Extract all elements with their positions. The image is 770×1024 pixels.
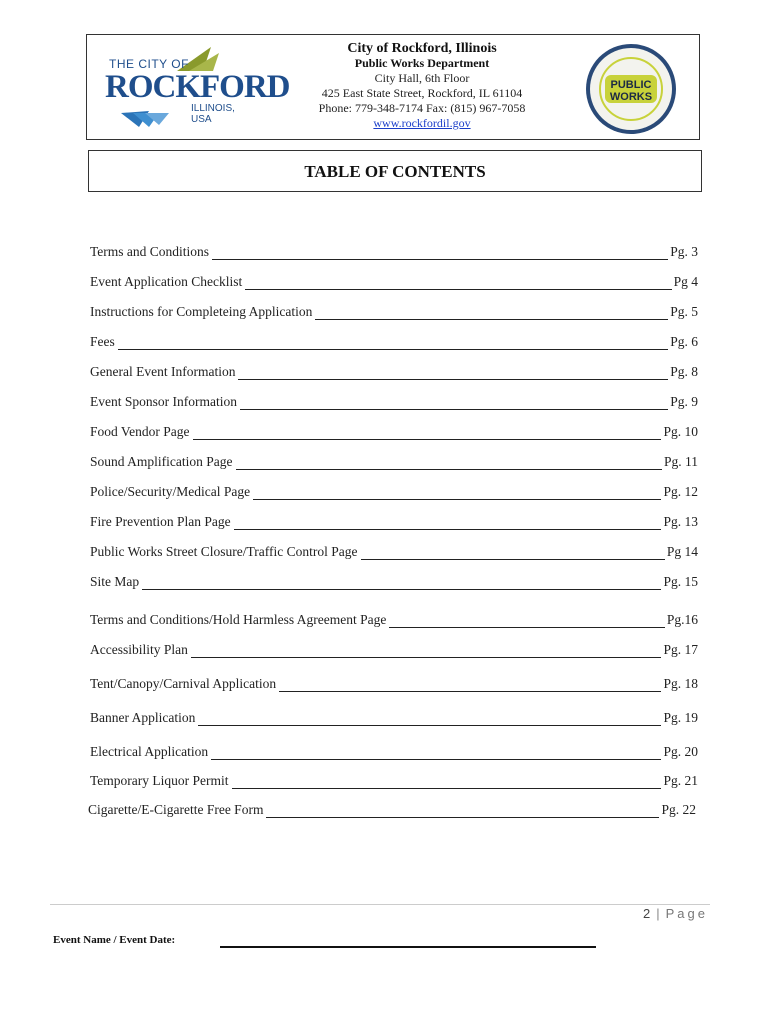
toc-item-label: General Event Information (90, 364, 236, 379)
toc-row[interactable] (88, 802, 696, 820)
toc-item-label: Fire Prevention Plan Page (90, 514, 231, 529)
toc-row[interactable] (90, 773, 698, 791)
toc-item-label: Public Works Street Closure/Traffic Control Page (90, 544, 358, 559)
toc-title-box (88, 150, 702, 192)
city-title: City of Rockford, Illinois (347, 41, 497, 56)
toc-item-label: Tent/Canopy/Carnival Application (90, 676, 277, 691)
toc-row[interactable] (90, 574, 698, 592)
toc-row[interactable] (90, 334, 698, 352)
toc-item-page: Pg. 13 (663, 514, 698, 529)
toc-row[interactable] (90, 544, 698, 562)
logo-rockford-text: ROCKFORD (105, 69, 290, 105)
toc-leader-line (240, 408, 668, 410)
letterhead-contact (272, 41, 572, 131)
toc-item-label: Instructions for Completeing Application (90, 304, 313, 319)
toc-item-page: Pg. 5 (670, 304, 698, 319)
toc-item-page: Pg. 6 (670, 334, 698, 349)
toc-item-label: Sound Amplification Page (90, 454, 233, 469)
phone-fax: Phone: 779-348-7174 Fax: (815) 967-7058 (318, 101, 526, 115)
toc-item-page: Pg. 8 (670, 364, 698, 379)
toc-row[interactable] (90, 424, 698, 442)
department-name: Public Works Department (354, 56, 490, 70)
toc-row[interactable] (90, 642, 698, 660)
address-line-1: City Hall, 6th Floor (374, 71, 470, 85)
footer-divider (50, 904, 710, 905)
rockford-logo (99, 43, 290, 129)
toc-item-page: Pg. 9 (670, 394, 698, 409)
toc-item-page: Pg. 20 (663, 744, 698, 759)
toc-leader-line (389, 626, 664, 628)
letterhead (86, 34, 700, 140)
toc-row[interactable] (90, 744, 698, 762)
toc-row[interactable] (90, 364, 698, 382)
toc-row[interactable] (90, 612, 698, 630)
toc-item-label: Police/Security/Medical Page (90, 484, 251, 499)
toc-leader-line (245, 288, 671, 290)
toc-item-label: Terms and Conditions/Hold Harmless Agreement Page (90, 612, 387, 627)
toc-item-label: Event Application Checklist (90, 274, 243, 289)
toc-item-page: Pg 4 (673, 274, 698, 289)
toc-title: TABLE OF CONTENTS (304, 162, 486, 181)
toc-leader-line (279, 690, 661, 692)
event-name-date-line[interactable] (220, 946, 596, 948)
toc-item-label: Electrical Application (90, 744, 209, 759)
toc-item-page: Pg. 18 (663, 676, 698, 691)
toc-item-label: Banner Application (90, 710, 196, 725)
toc-leader-line (234, 528, 662, 530)
toc-row[interactable] (90, 274, 698, 292)
page-word: Page (665, 906, 708, 921)
toc-item-label: Accessibility Plan (90, 642, 188, 657)
toc-item-label: Fees (90, 334, 115, 349)
toc-item-page: Pg. 21 (663, 773, 698, 788)
toc-leader-line (236, 468, 662, 470)
toc-row[interactable] (90, 304, 698, 322)
toc-leader-line (212, 258, 668, 260)
toc-row[interactable] (90, 394, 698, 412)
toc-leader-line (118, 348, 668, 350)
toc-item-page: Pg. 22 (661, 802, 696, 817)
toc-item-page: Pg 14 (666, 544, 698, 559)
toc-row[interactable] (90, 710, 698, 728)
toc-row[interactable] (90, 484, 698, 502)
website-link[interactable]: www.rockfordil.gov (373, 116, 471, 130)
toc-item-page: Pg. 3 (670, 244, 698, 259)
toc-item-page: Pg. 15 (663, 574, 698, 589)
toc-leader-line (198, 724, 661, 726)
toc-item-label: Site Map (90, 574, 140, 589)
toc-item-label: Temporary Liquor Permit (90, 773, 229, 788)
page-number-value: 2 (643, 906, 651, 921)
toc-item-page: Pg. 11 (663, 454, 698, 469)
toc-row[interactable] (90, 244, 698, 262)
public-works-seal (585, 43, 677, 135)
toc-leader-line (253, 498, 661, 500)
toc-item-label: Event Sponsor Information (90, 394, 237, 409)
toc-leader-line (232, 787, 662, 789)
seal-public-text: PUBLIC (610, 79, 652, 91)
public-works-seal-icon (585, 43, 677, 135)
event-name-date-label: Event Name / Event Date: (53, 934, 176, 946)
toc-item-page: Pg. 12 (663, 484, 698, 499)
toc-leader-line (193, 438, 662, 440)
page-separator: | (656, 906, 660, 921)
toc-leader-line (211, 758, 661, 760)
page-number (643, 906, 708, 921)
toc-leader-line (361, 558, 665, 560)
toc-row[interactable] (90, 514, 698, 532)
toc-item-page: Pg. 17 (663, 642, 698, 657)
logo-the-city-text: THE CITY OF (109, 57, 189, 71)
logo-state-text: ILLINOIS, USA (191, 103, 235, 125)
toc-item-page: Pg.16 (666, 612, 698, 627)
toc-leader-line (266, 816, 659, 818)
toc-leader-line (142, 588, 661, 590)
toc-item-label: Cigarette/E-Cigarette Free Form (88, 802, 264, 817)
toc-leader-line (191, 656, 662, 658)
toc-item-page: Pg. 19 (663, 710, 698, 725)
toc-row[interactable] (90, 676, 698, 694)
toc-leader-line (238, 378, 668, 380)
address-line-2: 425 East State Street, Rockford, IL 61104 (321, 86, 523, 100)
toc-row[interactable] (90, 454, 698, 472)
toc-item-label: Food Vendor Page (90, 424, 190, 439)
seal-works-text: WORKS (609, 91, 653, 103)
toc-item-page: Pg. 10 (663, 424, 698, 439)
toc-leader-line (315, 318, 668, 320)
toc-item-label: Terms and Conditions (90, 244, 210, 259)
